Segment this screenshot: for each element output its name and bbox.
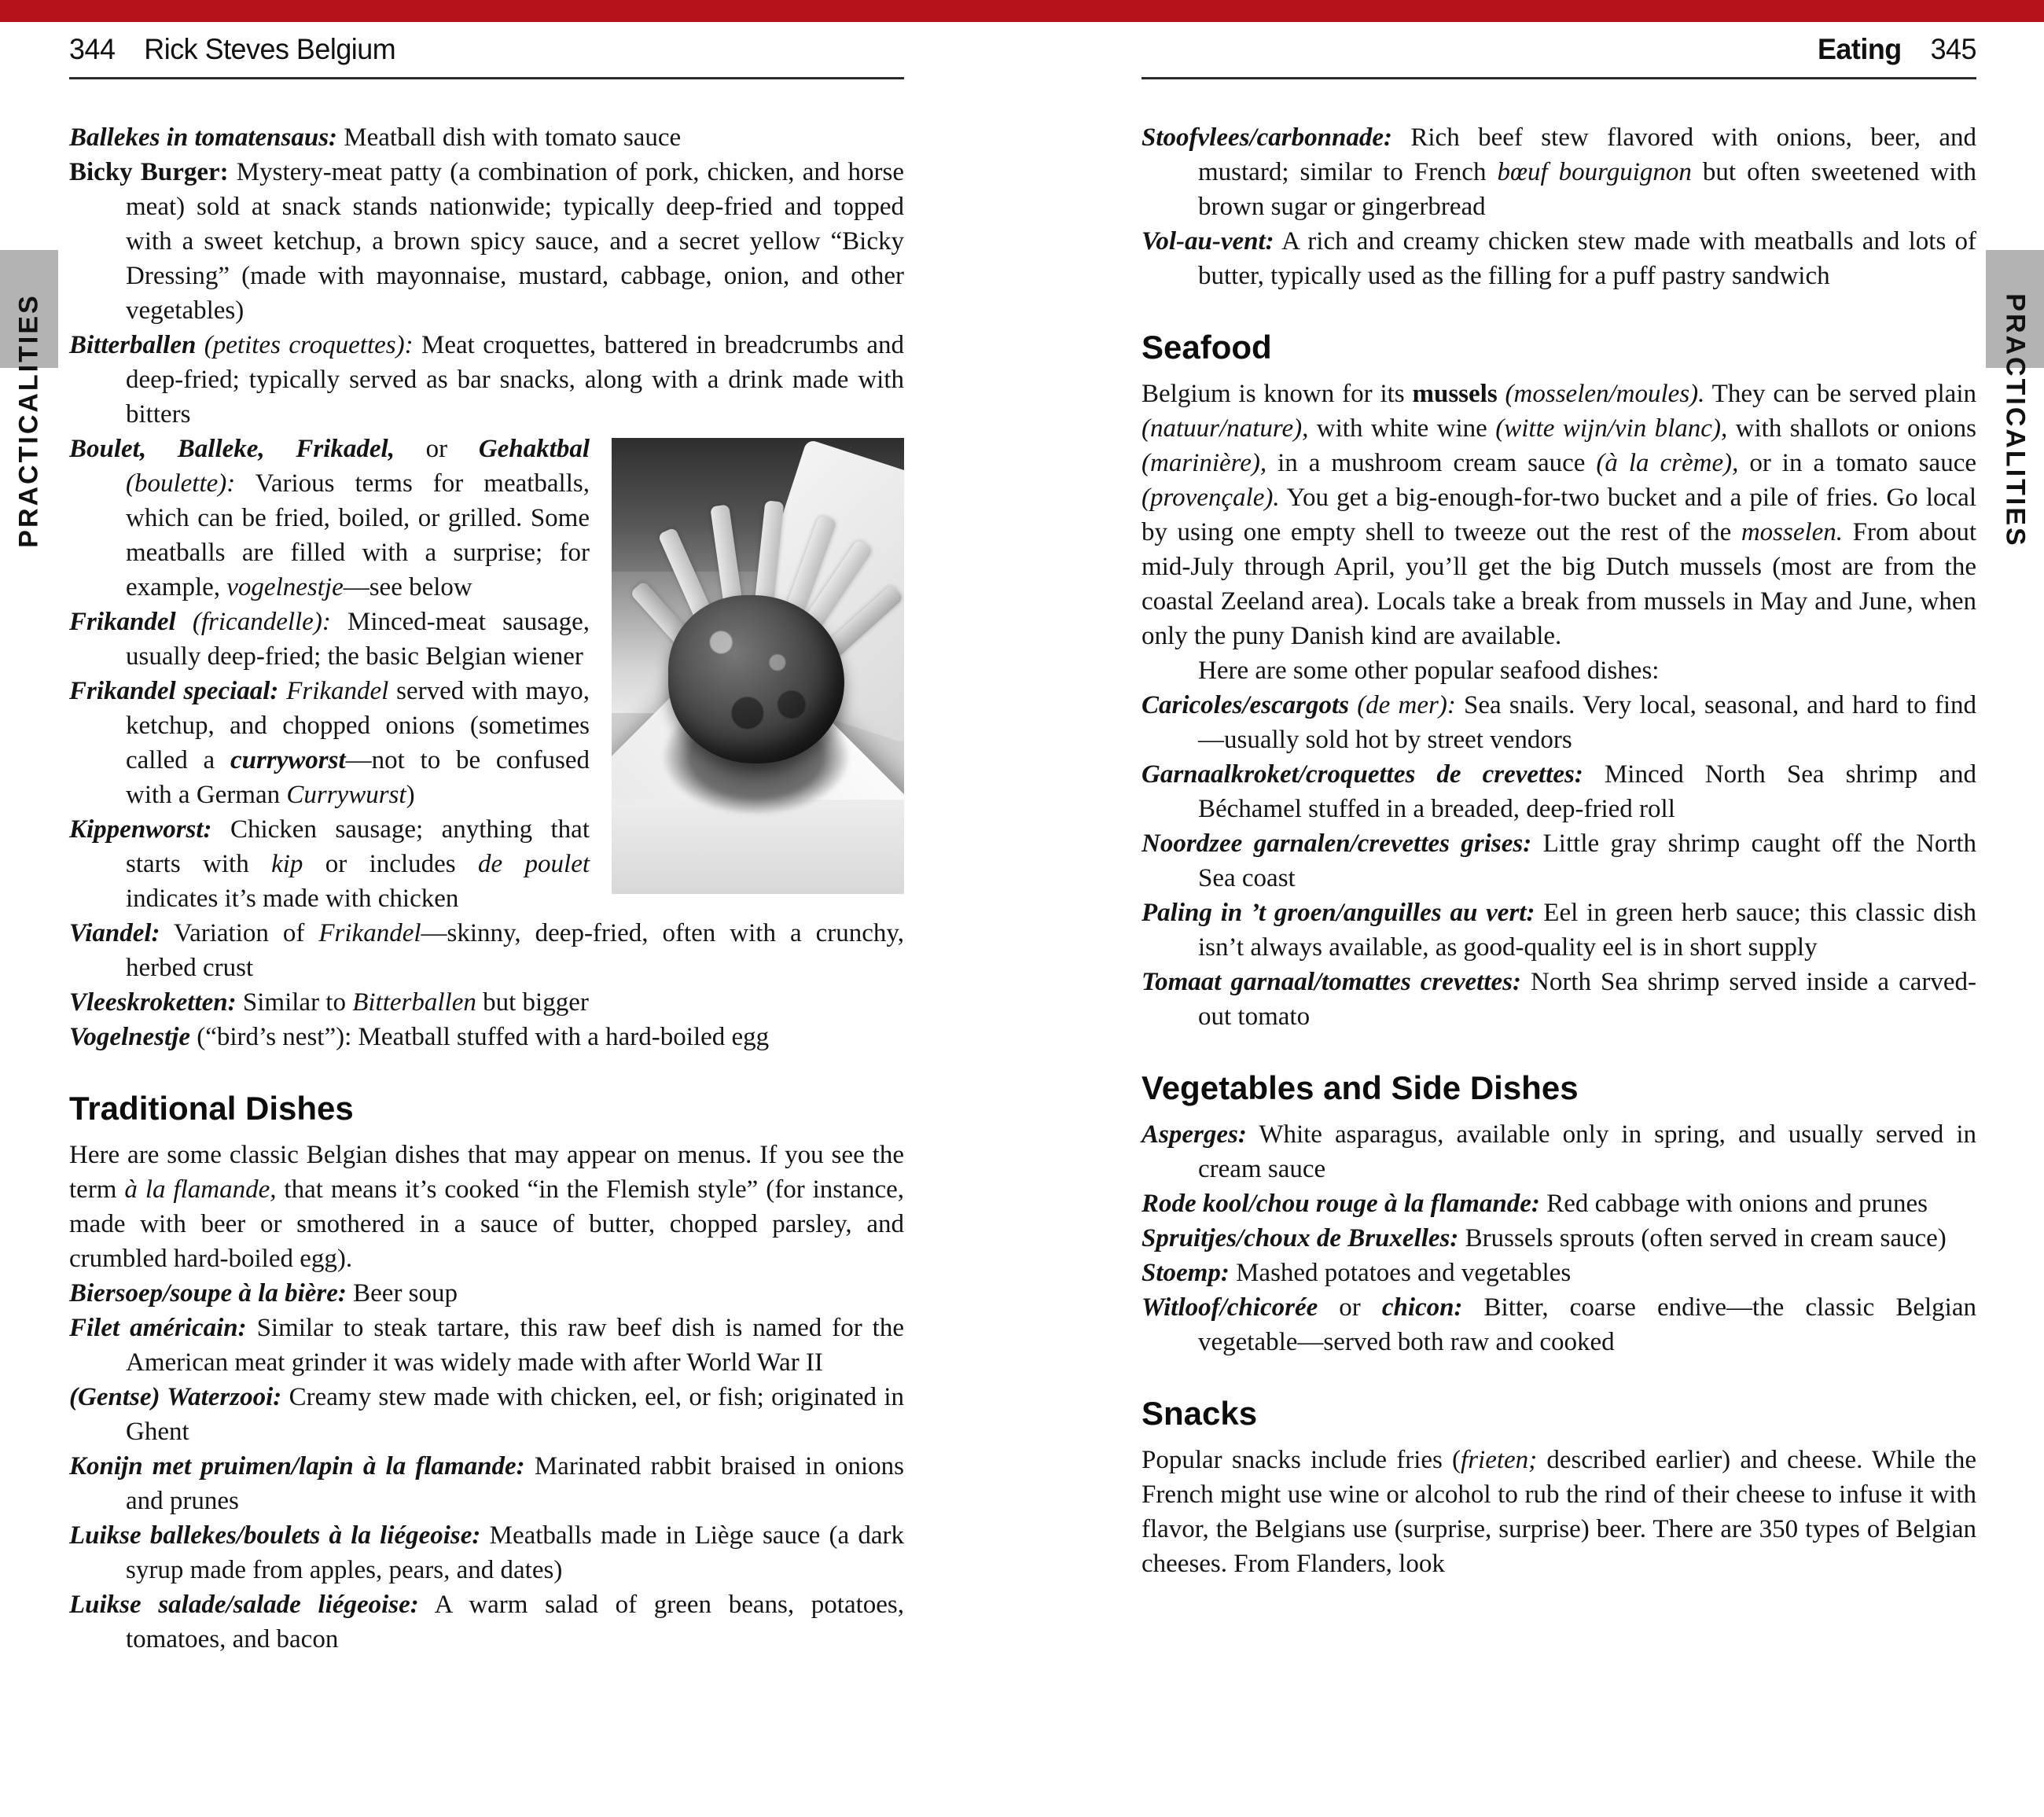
glossary-entry — [69, 120, 904, 155]
section-heading: Snacks — [1141, 1395, 1258, 1432]
glossary-entry — [1141, 1256, 1976, 1290]
chapter-title: Eating — [1817, 33, 1902, 65]
description-text: Red cabbage with onions and prunes — [1539, 1190, 1928, 1218]
description-text: —not to be confused with a German — [126, 746, 590, 809]
top-accent-bar — [0, 0, 2044, 22]
paragraph — [1141, 377, 1976, 653]
description-text: Belgium is known for its — [1141, 380, 1413, 408]
description-text: Here are some classic Belgian dishes that may appear on menus. If you see the term — [69, 1141, 904, 1204]
glossary-entry — [1141, 120, 1976, 224]
glossary-entry — [1141, 1186, 1976, 1221]
description-text: (boulette): — [126, 469, 236, 498]
description-text: —see below — [343, 573, 472, 601]
description-text — [278, 677, 286, 705]
term-label: Asperges: — [1141, 1120, 1247, 1149]
glossary-entry — [69, 1518, 904, 1587]
glossary-entry — [69, 328, 904, 432]
description-text: with shallots or onions — [1727, 414, 1976, 443]
paragraph — [1141, 1443, 1976, 1581]
description-text: or includes — [303, 850, 478, 878]
description-text: Variation of — [160, 919, 319, 947]
glossary-entry — [1141, 224, 1976, 293]
description-text: Brussels sprouts (often served in cream sauce) — [1458, 1224, 1947, 1252]
term-label: (Gentse) Waterzooi: — [69, 1383, 282, 1411]
description-text: (witte wijn/vin blanc), — [1495, 414, 1728, 443]
description-text: A warm salad of green beans, potatoes, tomatoes, and bacon — [126, 1591, 904, 1653]
description-text: indicates it’s made with chicken — [126, 885, 459, 913]
term-label: Vogelnestje — [69, 1023, 190, 1051]
term-label: Bicky Burger: — [69, 158, 229, 186]
term-label: Frikandel — [69, 608, 176, 636]
glossary-entry — [69, 1449, 904, 1518]
term-label: mussels — [1412, 380, 1498, 408]
description-text: (petites croquettes): — [196, 331, 414, 359]
description-text: Rich beef stew flavored with onions, beer, and mustard; similar to French — [1198, 123, 1976, 186]
description-text: Eel in green herb sauce; this classic dish isn’t always available, as good-quality eel is in short supply — [1198, 899, 1976, 962]
description-text: but often sweetened with brown sugar or gingerbread — [1198, 158, 1976, 221]
glossary-entry — [1141, 1290, 1976, 1359]
term-label: curryworst — [230, 746, 346, 774]
description-text: (“bird’s nest”): Meatball stuffed with a hard-boiled egg — [190, 1023, 770, 1051]
paragraph — [1141, 653, 1976, 688]
term-label: Garnaalkroket/croquettes de crevettes: — [1141, 760, 1583, 789]
description-text: Various terms for meatballs, which can be fried, boiled, or grilled. Some meatballs are filled with a surprise; for example, — [126, 469, 590, 601]
description-text: Little gray shrimp caught off the North Sea coast — [1198, 829, 1977, 892]
description-text: (provençale). — [1141, 484, 1280, 512]
description-text: mosselen. — [1741, 518, 1844, 546]
description-text: Similar to — [236, 988, 353, 1017]
section-heading: Seafood — [1141, 329, 1272, 366]
term-label: Vol-au-vent: — [1141, 227, 1274, 256]
section-heading: Traditional Dishes — [69, 1090, 354, 1127]
term-label: Noordzee garnalen/crevettes grises: — [1141, 829, 1532, 858]
section-heading: Vegetables and Side Dishes — [1141, 1069, 1579, 1106]
description-text: or — [394, 435, 479, 463]
description-text: Mashed potatoes and vegetables — [1229, 1259, 1572, 1287]
description-text: (à la crème), — [1596, 449, 1739, 477]
description-text: frieten; — [1461, 1446, 1538, 1474]
description-text: ) — [406, 781, 415, 809]
description-text: Bitter, coarse endive—the classic Belgian vegetable—served both raw and cooked — [1198, 1293, 1976, 1356]
term-label: Luikse ballekes/boulets à la liégeoise: — [69, 1521, 481, 1550]
page-header-left — [69, 33, 879, 66]
term-label: Gehaktbal — [478, 435, 590, 463]
term-label: Filet américain: — [69, 1314, 247, 1342]
description-text: (fricandelle): — [175, 608, 331, 636]
page-content-right — [1141, 120, 1976, 1581]
description-text: You get a big-enough-for-two bucket and a pile of fries. Go local by using one empty shell to tweeze out the rest of the — [1141, 484, 1976, 546]
description-text: Sea snails. Very local, seasonal, and hard to find—usually sold hot by street vendors — [1198, 691, 1976, 754]
description-text: —skinny, deep-fried, often with a crunchy, herbed crust — [126, 919, 904, 982]
glossary-entry — [69, 916, 904, 985]
description-text: that means it’s cooked “in the Flemish style” (for instance, made with beer or smothered in a sauce of butter, chopped parsley, and crumbled hard-boiled egg). — [69, 1175, 904, 1273]
term-label: Konijn met pruimen/lapin à la flamande: — [69, 1452, 525, 1480]
description-text: Minced North Sea shrimp and Béchamel stuffed in a breaded, deep-fried roll — [1198, 760, 1976, 823]
description-text: kip — [271, 850, 303, 878]
term-label: Luikse salade/salade liégeoise: — [69, 1591, 419, 1619]
description-text: but bigger — [476, 988, 589, 1017]
term-label: Bitterballen — [69, 331, 197, 359]
description-text: Frikandel — [286, 677, 389, 705]
description-text: (de mer): — [1348, 691, 1456, 719]
description-text: Chicken sausage; anything that starts with — [126, 815, 590, 878]
page-header-right — [1167, 33, 1976, 66]
term-label: chicon: — [1381, 1293, 1463, 1322]
glossary-entry — [69, 1587, 904, 1657]
glossary-entry — [69, 1276, 904, 1311]
description-text: A rich and creamy chicken stew made with meatballs and lots of butter, typically used as the filling for a puff pastry sandwich — [1198, 227, 1976, 290]
term-label: Frikandel speciaal: — [69, 677, 279, 705]
glossary-entry — [1141, 965, 1976, 1034]
description-text: or — [1318, 1293, 1382, 1322]
glossary-entry — [1141, 826, 1976, 896]
description-text: bœuf bourguignon — [1497, 158, 1692, 186]
practicalities-tab-label-right: PRACTICALITIES — [2000, 293, 2031, 548]
description-text: White asparagus, available only in spring, and usually served in cream sauce — [1198, 1120, 1976, 1183]
glossary-entry — [69, 1311, 904, 1380]
fries-and-meatball-photo — [612, 438, 904, 894]
glossary-entry — [1141, 1221, 1976, 1256]
description-text: Marinated rabbit braised in onions and prunes — [126, 1452, 904, 1515]
description-text: Currywurst — [286, 781, 406, 809]
term-label: Rode kool/chou rouge à la flamande: — [1141, 1190, 1540, 1218]
term-label: Kippenworst: — [69, 815, 212, 844]
glossary-entry — [1141, 688, 1976, 757]
description-text: Frikandel — [318, 919, 421, 947]
paragraph — [69, 1138, 904, 1276]
term-label: Biersoep/soupe à la bière: — [69, 1279, 347, 1308]
description-text: served with mayo, ketchup, and chopped onions (sometimes called a — [126, 677, 590, 774]
description-text: with white wine — [1308, 414, 1496, 443]
term-label: Caricoles/escargots — [1141, 691, 1349, 719]
term-label: Viandel: — [69, 919, 160, 947]
description-text: described earlier) and cheese. While the French might use wine or alcohol to rub the rind of their cheese to infuse it with flavor, the Belgians use (surprise, surprise) beer. There are 350 types of Belgian cheeses. From Flanders, look — [1141, 1446, 1976, 1578]
term-label: Tomaat garnaal/tomattes crevettes: — [1141, 968, 1521, 996]
description-text: They can be served plain — [1704, 380, 1976, 408]
term-label: Stoemp: — [1141, 1259, 1230, 1287]
practicalities-tab-label-left: PRACTICALITIES — [13, 293, 44, 548]
description-text: (mosselen/moules). — [1497, 380, 1705, 408]
meatball — [668, 595, 844, 763]
term-label: Vleeskroketten: — [69, 988, 237, 1017]
description-text: de poulet — [478, 850, 590, 878]
term-label: Witloof/chicorée — [1141, 1293, 1318, 1322]
glossary-entry — [1141, 1117, 1976, 1186]
description-text: (natuur/nature), — [1141, 414, 1309, 443]
term-label: Boulet, Balleke, Frikadel, — [69, 435, 395, 463]
header-rule-right — [1141, 77, 1976, 79]
description-text: Creamy stew made with chicken, eel, or fish; originated in Ghent — [126, 1383, 904, 1446]
description-text: From about mid-July through April, you’ll get the big Dutch mussels (most are from the coastal Zeeland area). Locals take a break from mussels in May and June, when only the puny Danish kind are available. — [1141, 518, 1976, 650]
description-text: Popular snacks include fries ( — [1141, 1446, 1461, 1474]
description-text: Meat croquettes, battered in breadcrumbs and deep-fried; typically served as bar snacks, along with a drink made with bitters — [126, 331, 904, 429]
page-345 — [1141, 33, 1976, 1581]
glossary-entry — [69, 1020, 904, 1054]
page-344 — [69, 33, 904, 1657]
description-text: North Sea shrimp served inside a carved-out tomato — [1198, 968, 1976, 1031]
description-text: in a mushroom cream sauce — [1266, 449, 1597, 477]
description-text: à la flamande, — [124, 1175, 277, 1204]
glossary-entry — [69, 1380, 904, 1449]
description-text: Bitterballen — [352, 988, 476, 1017]
term-label: Ballekes in tomatensaus: — [69, 123, 338, 152]
header-rule-left — [69, 77, 904, 79]
glossary-entry — [1141, 757, 1976, 826]
description-text: Meatballs made in Liège sauce (a dark syrup made from apples, pears, and dates) — [126, 1521, 904, 1584]
description-text: Mystery-meat patty (a combination of pork, chicken, and horse meat) sold at snack stands nationwide; typically deep-fried and topped with a sweet ketchup, a brown spicy sauce, and a secret yellow “Bicky Dressing” (made with mayonnaise, mustard, cabbage, onion, and other vegetables) — [126, 158, 904, 325]
description-text: Here are some other popular seafood dishes: — [1198, 657, 1660, 685]
term-label: Stoofvlees/carbonnade: — [1141, 123, 1392, 152]
page-content-left — [69, 120, 904, 1657]
glossary-entry — [69, 985, 904, 1020]
page-number-right: 345 — [1930, 33, 1976, 65]
description-text: or in a tomato sauce — [1738, 449, 1976, 477]
description-text: Beer soup — [346, 1279, 458, 1308]
description-text: vogelnestje — [226, 573, 344, 601]
glossary-entry — [69, 155, 904, 328]
description-text: (marinière), — [1141, 449, 1267, 477]
description-text: Similar to steak tartare, this raw beef dish is named for the American meat grinder it was widely made with after World War II — [126, 1314, 904, 1377]
page-number-left: 344 — [69, 33, 116, 65]
term-label: Paling in ’t groen/anguilles au vert: — [1141, 899, 1535, 927]
glossary-entry — [1141, 896, 1976, 965]
term-label: Spruitjes/choux de Bruxelles: — [1141, 1224, 1459, 1252]
description-text: Minced-meat sausage, usually deep-fried; the basic Belgian wiener — [126, 608, 590, 671]
description-text: Meatball dish with tomato sauce — [337, 123, 682, 152]
book-title: Rick Steves Belgium — [144, 33, 396, 65]
